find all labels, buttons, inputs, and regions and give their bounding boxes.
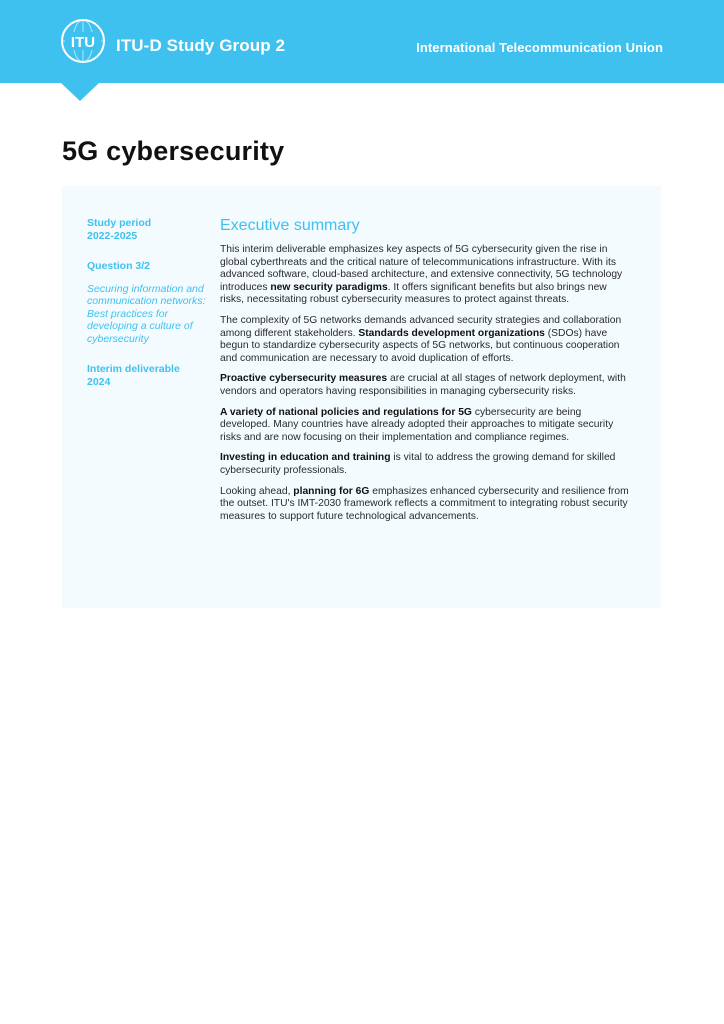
summary-paragraph [220, 452, 630, 477]
question-block [87, 260, 212, 345]
bold-run: Standards development organizations [358, 327, 545, 339]
bold-run: planning for 6G [293, 485, 370, 497]
summary-panel [62, 186, 661, 608]
text-run: The complexity of 5G networks demands advanced security strategies and collaboration among different stakeholders. [220, 314, 622, 339]
text-run: are crucial at all stages of network deployment, with vendors and operators having responsibilities in managing cybersecurity risks. [220, 373, 626, 397]
study-period-value: 2022-2025 [87, 229, 138, 242]
summary-paragraph [220, 315, 630, 365]
question-description: Securing information and communication networks: Best practices for developing a culture of cybersecurity [87, 282, 206, 345]
summary-paragraph [220, 486, 630, 524]
summary-paragraph [220, 407, 630, 445]
page-title: 5G cybersecurity [62, 136, 285, 166]
deliverable-value: 2024 [87, 375, 111, 388]
text-run: emphasizes enhanced cybersecurity and resilience from the outset. ITU's IMT-2030 framework reflects a commitment to integrating robust security measures to support future technological advancements. [220, 485, 629, 522]
study-period-block [87, 217, 212, 242]
text-run: (SDOs) have begun to standardize cybersecurity aspects of 5G networks, but continuous cooperation and communication are necessary to avoid duplication of efforts. [220, 327, 620, 364]
study-period-label: Study period [87, 217, 152, 229]
itu-logo-icon [60, 18, 106, 64]
header-notch [61, 83, 99, 101]
bold-run: Investing in education and training [220, 452, 391, 464]
executive-summary [220, 216, 630, 531]
header-bar [0, 0, 724, 83]
text-run: is vital to address the growing demand for skilled cybersecurity professionals. [220, 452, 616, 476]
summary-paragraph [220, 244, 630, 307]
summary-paragraph [220, 373, 630, 398]
logo-text: ITU [70, 34, 96, 51]
text-run: . It offers significant benefits but also brings new risks, necessitating robust cybersecurity measures to protect against threats. [220, 281, 607, 306]
organization-name: International Telecommunication Union [416, 40, 663, 55]
text-run: cybersecurity are being developed. Many countries have already adopted their approaches to mitigate security risks and are now focusing on their implementation and compliance regimes. [220, 406, 614, 443]
bold-run: new security paradigms [270, 281, 388, 293]
study-group-title: ITU-D Study Group 2 [116, 36, 286, 55]
bold-run: A variety of national policies and regulations for 5G [220, 406, 472, 418]
sidebar-info [87, 217, 212, 406]
text-run: This interim deliverable emphasizes key aspects of 5G cybersecurity given the rise in global cyberthreats and the critical nature of telecommunications infrastructure. With its advanced software, cloud-based architecture, and extensive connectivity, 5G technology introduces [220, 244, 623, 293]
question-label: Question 3/2 [87, 260, 151, 272]
deliverable-label: Interim deliverable [87, 363, 180, 375]
bold-run: Proactive cybersecurity measures [220, 373, 388, 385]
deliverable-block [87, 363, 212, 388]
text-run: Looking ahead, [220, 485, 294, 497]
summary-heading: Executive summary [220, 217, 360, 234]
